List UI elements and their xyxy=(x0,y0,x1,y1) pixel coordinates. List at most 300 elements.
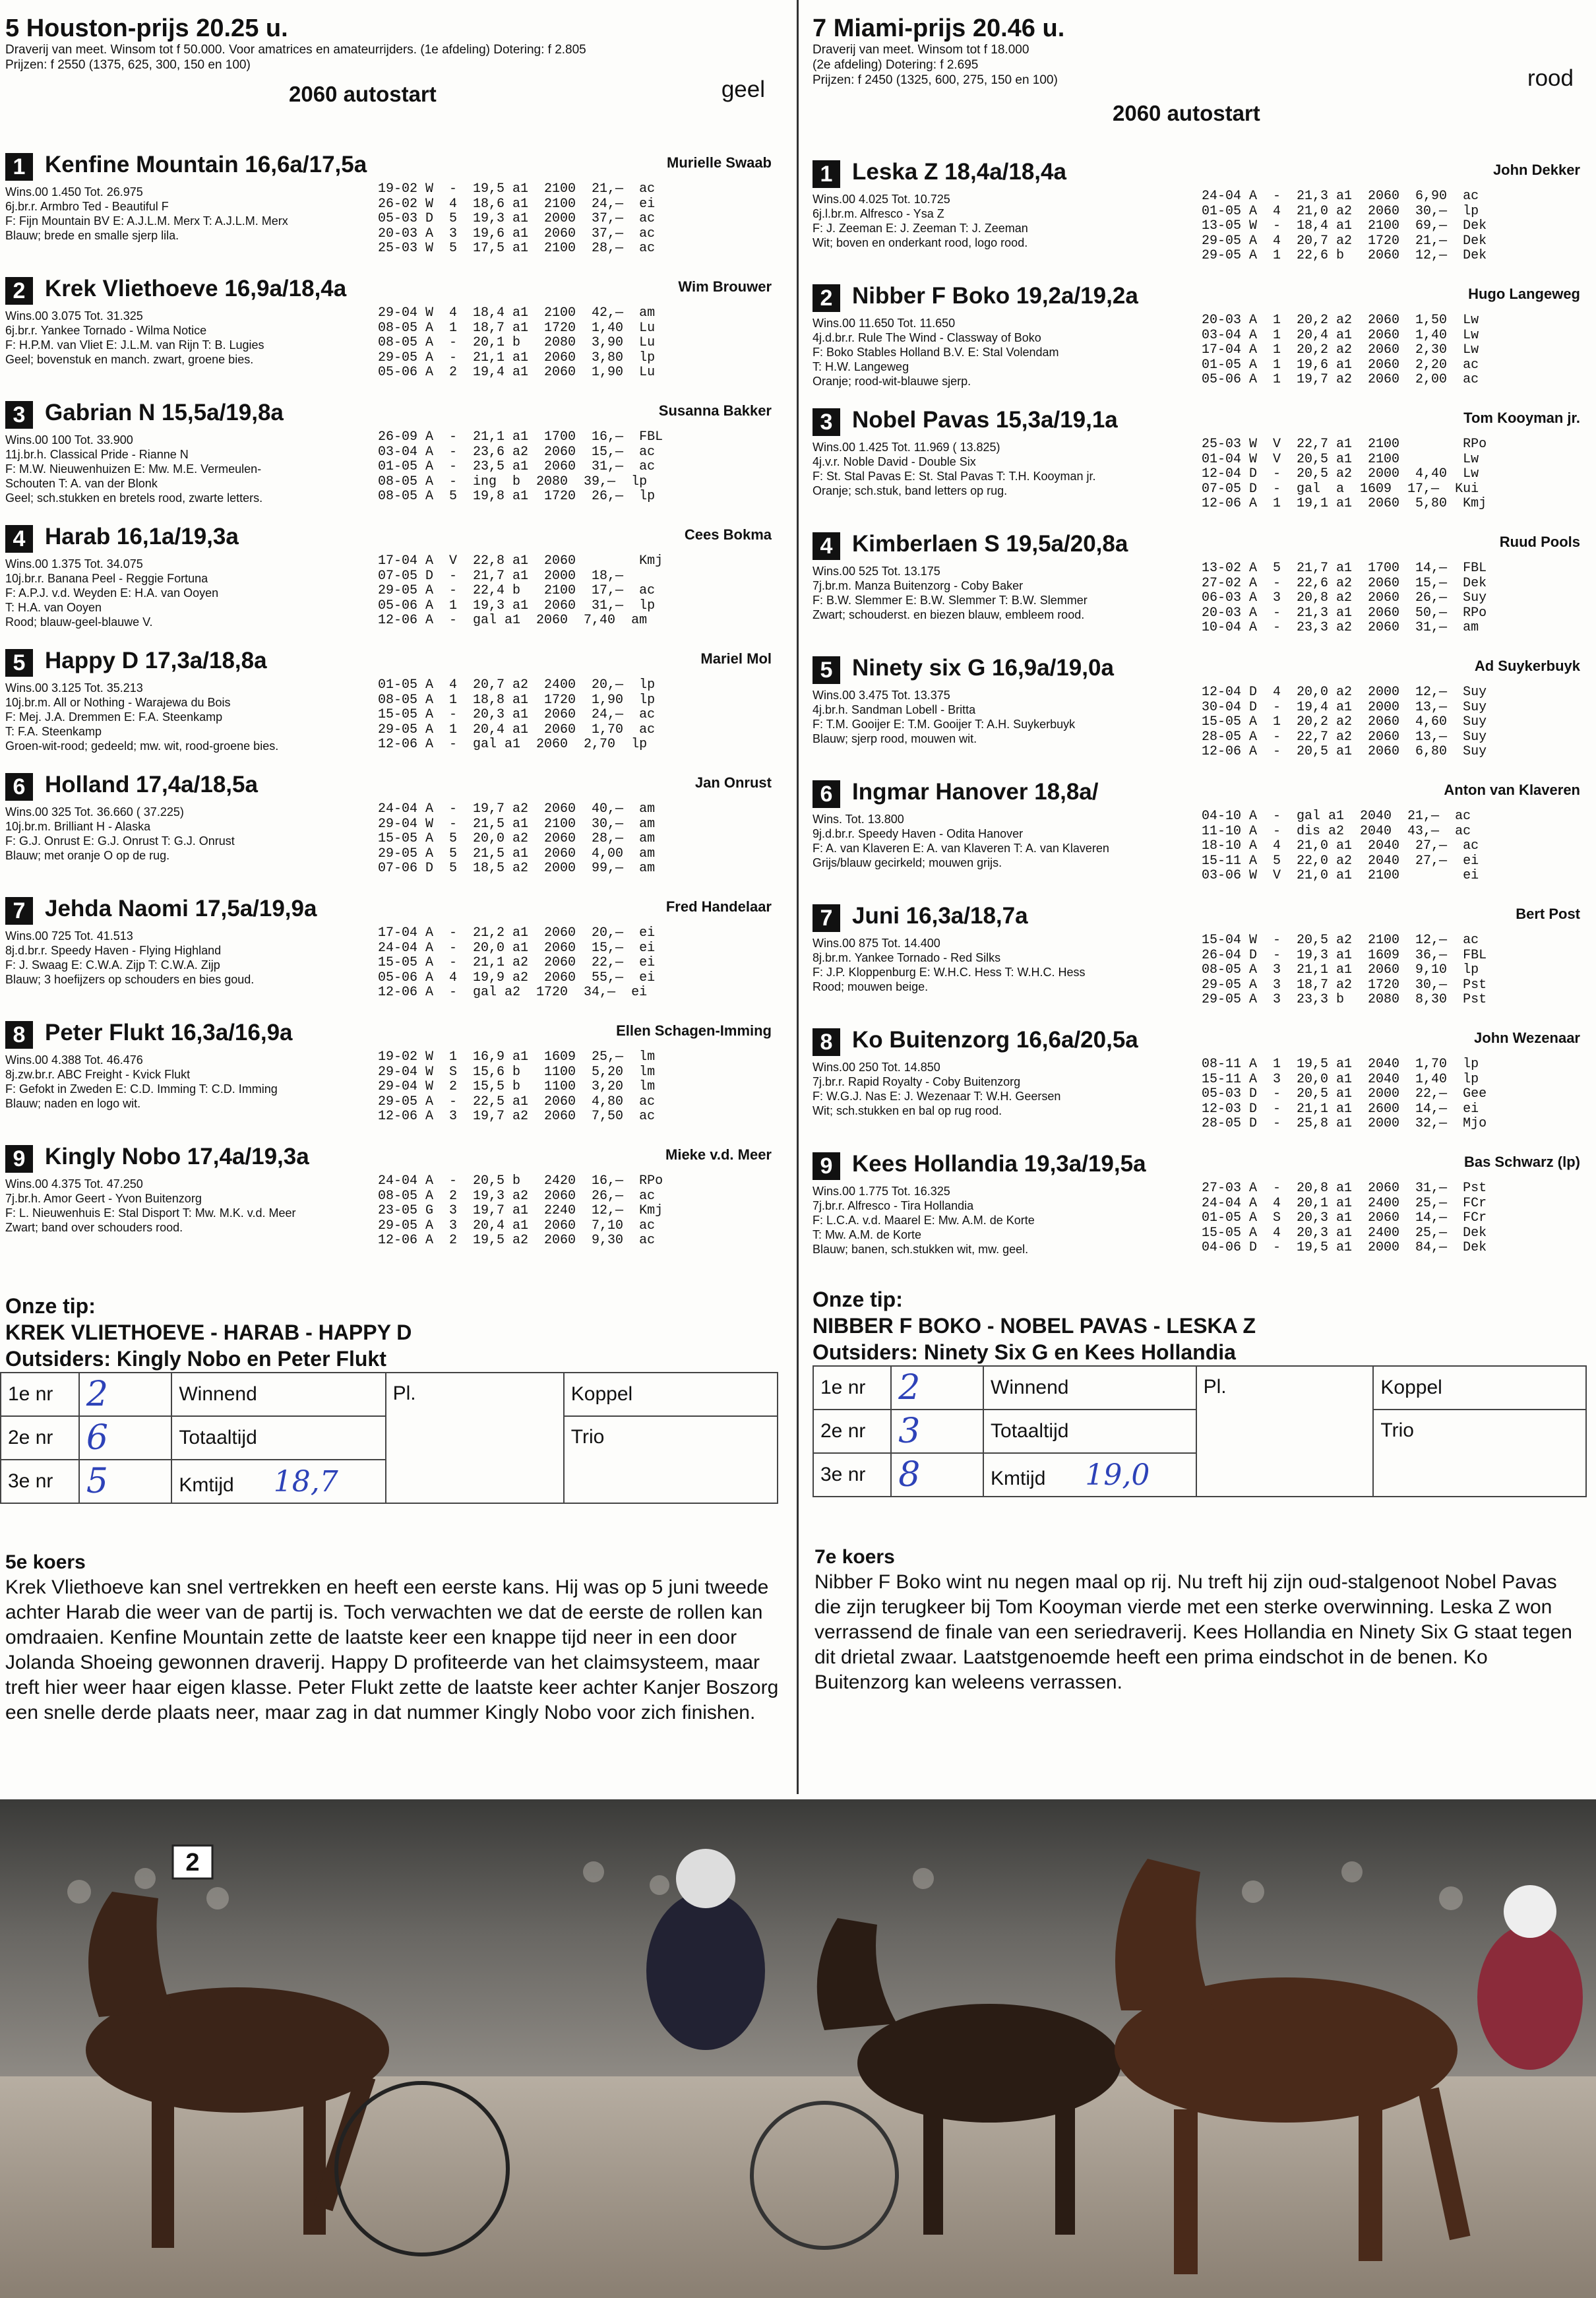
horse-info xyxy=(5,681,375,753)
form-row: 05-06 A 1 19,3 a1 2060 31,— lp xyxy=(378,598,656,613)
start-type: 2060 autostart xyxy=(289,82,437,106)
start-number: 1 xyxy=(5,153,33,181)
horse-info-line: Wins.00 1.450 Tot. 26.975 xyxy=(5,185,143,199)
form-row: 24-04 A - 19,7 a2 2060 40,— am xyxy=(378,801,656,817)
driver-name: Anton van Klaveren xyxy=(1444,782,1580,798)
form-row: 13-05 W - 18,4 a1 2100 69,— Dek xyxy=(1202,218,1487,233)
koppel-label: Koppel xyxy=(564,1373,778,1416)
driver-name: Mariel Mol xyxy=(700,650,772,667)
horse-entry xyxy=(813,530,1580,654)
form-row: 15-05 A - 21,1 a2 2060 22,— ei xyxy=(378,955,656,970)
commentary-title: 7e koers xyxy=(814,1546,895,1568)
bet-form-left xyxy=(0,1372,778,1504)
form-row: 01-05 A 4 21,0 a2 2060 30,— lp xyxy=(1202,203,1479,219)
form-row: 06-03 A 3 20,8 a2 2060 26,— Suy xyxy=(1202,590,1487,606)
horse-info-line: Oranje; rood-wit-blauwe sjerp. xyxy=(813,375,971,388)
horse-info-line: Wins.00 875 Tot. 14.400 xyxy=(813,937,940,950)
horse-info-line: F: St. Stal Pavas E: St. Stal Pavas T: T.H. Kooyman jr. xyxy=(813,470,1096,483)
form-row: 25-03 W V 22,7 a1 2100 RPo xyxy=(1202,437,1487,452)
trio-label: Trio xyxy=(564,1416,778,1503)
form-row: 12-06 A - gal a1 2060 7,40 am xyxy=(378,613,648,628)
horse-info-line: Wins.00 250 Tot. 14.850 xyxy=(813,1061,940,1074)
form-table xyxy=(1202,561,1487,636)
form-row: 29-05 A 4 20,7 a2 1720 21,— Dek xyxy=(1202,233,1487,249)
horse-info-line: F: Mej. J.A. Dremmen E: F.A. Steenkamp xyxy=(5,710,223,724)
form-row: 08-05 A 1 18,8 a1 1720 1,90 lp xyxy=(378,692,656,708)
horse-name: Peter Flukt 16,3a/16,9a xyxy=(45,1020,293,1045)
start-number: 7 xyxy=(5,897,33,925)
form-row: 12-04 D 4 20,0 a2 2000 12,— Suy xyxy=(1202,685,1487,700)
form-table xyxy=(378,678,655,753)
horse-info-line: Wins.00 325 Tot. 36.660 ( 37.225) xyxy=(5,805,184,819)
form-row: 26-09 A - 21,1 a1 1700 16,— FBL xyxy=(378,429,663,445)
horse-info-line: 7j.br.m. Manza Buitenzorg - Coby Baker xyxy=(813,579,1024,592)
form-table xyxy=(378,926,655,1001)
horse-info-line: Wins.00 1.375 Tot. 34.075 xyxy=(5,557,143,571)
form-table xyxy=(1202,933,1487,1008)
horse-info-line: Wins.00 1.775 Tot. 16.325 xyxy=(813,1185,950,1198)
horse-name: Kenfine Mountain 16,6a/17,5a xyxy=(45,152,367,177)
form-row: 29-05 A 1 22,6 b 2060 12,— Dek xyxy=(1202,248,1487,263)
form-row: 23-05 G 3 19,7 a1 2240 12,— Kmj xyxy=(378,1203,663,1218)
horse-entry xyxy=(5,894,772,1018)
horse-name: Ko Buitenzorg 16,6a/20,5a xyxy=(852,1027,1138,1053)
horse-info xyxy=(5,805,375,863)
horse-header xyxy=(813,530,1580,561)
horse-info-line: Blauw; sjerp rood, mouwen wit. xyxy=(813,732,977,745)
form-row: 29-05 A 3 18,7 a2 1720 30,— Pst xyxy=(1202,977,1487,993)
form-row: 05-06 A 4 19,9 a2 2060 55,— ei xyxy=(378,970,656,985)
horse-entry xyxy=(813,406,1580,530)
horse-info xyxy=(813,316,1182,388)
form-table xyxy=(1202,437,1487,512)
race-start-row xyxy=(5,77,772,116)
start-number: 5 xyxy=(813,656,840,684)
form-row: 08-05 A 3 21,1 a1 2060 9,10 lp xyxy=(1202,962,1479,978)
form-row: 05-03 D - 20,5 a1 2000 22,— Gee xyxy=(1202,1086,1487,1102)
handwritten-2[interactable]: 6 xyxy=(79,1416,171,1460)
start-number: 4 xyxy=(5,525,33,553)
horse-info xyxy=(5,1053,375,1111)
horse-entry xyxy=(813,902,1580,1026)
commentary-title: 5e koers xyxy=(5,1551,86,1573)
horse-info-line: 8j.zw.br.r. ABC Freight - Kvick Flukt xyxy=(5,1068,191,1081)
horse-info-line: Blauw; naden en logo wit. xyxy=(5,1097,141,1110)
handwritten-3[interactable]: 5 xyxy=(79,1460,171,1503)
row-label: 1e nr xyxy=(1,1373,79,1416)
horse-info-line: Wins.00 4.375 Tot. 47.250 xyxy=(5,1177,143,1191)
horse-name: Krek Vliethoeve 16,9a/18,4a xyxy=(45,276,347,301)
horse-info-line: Wins.00 1.425 Tot. 11.969 ( 13.825) xyxy=(813,441,1000,454)
horse-info-line: 6j.l.br.m. Alfresco - Ysa Z xyxy=(813,207,944,220)
horse-info xyxy=(813,192,1182,250)
form-table xyxy=(378,802,655,877)
form-row: 15-05 A 1 20,2 a2 2060 4,60 Suy xyxy=(1202,714,1487,730)
horse-info-line: Blauw; met oranje O op de rug. xyxy=(5,849,170,862)
horse-header xyxy=(5,646,772,678)
form-row: 08-05 A - ing b 2080 39,— lp xyxy=(378,474,648,489)
form-row: 07-05 D - 21,7 a1 2000 18,— xyxy=(378,568,624,584)
handwritten-1[interactable]: 2 xyxy=(891,1366,983,1410)
horse-name: Kees Hollandia 19,3a/19,5a xyxy=(852,1151,1146,1177)
driver-name: Ruud Pools xyxy=(1499,534,1580,550)
form-row: 01-04 W V 20,5 a1 2100 Lw xyxy=(1202,451,1479,467)
horse-header xyxy=(5,1018,772,1050)
horse-entry xyxy=(5,1018,772,1142)
driver-name: John Dekker xyxy=(1492,162,1580,178)
form-row: 24-04 A - 20,5 b 2420 16,— RPo xyxy=(378,1173,663,1189)
start-number: 6 xyxy=(813,780,840,808)
handwritten-2[interactable]: 3 xyxy=(891,1410,983,1453)
horse-entry xyxy=(5,646,772,770)
horse-info-line: Zwart; schouderst. en biezen blauw, embleem rood. xyxy=(813,608,1085,621)
form-row: 18-10 A 4 21,0 a1 2040 27,— ac xyxy=(1202,838,1479,854)
form-row: 26-04 D - 19,3 a1 1609 36,— FBL xyxy=(1202,947,1487,963)
start-number: 8 xyxy=(813,1028,840,1056)
form-row: 03-06 W V 21,0 a1 2100 ei xyxy=(1202,868,1479,883)
form-row: 29-05 A 3 23,3 b 2080 8,30 Pst xyxy=(1202,992,1487,1007)
horse-header xyxy=(813,406,1580,437)
driver-name: Murielle Swaab xyxy=(667,154,772,171)
race-commentary-left xyxy=(5,1550,783,1725)
horse-info xyxy=(5,185,375,243)
horse-info xyxy=(5,433,375,505)
horse-entry xyxy=(5,522,772,646)
horse-header xyxy=(813,902,1580,933)
totaaltijd-label: Totaaltijd xyxy=(171,1416,385,1460)
horse-info xyxy=(813,564,1182,622)
horse-info-line: 4j.v.r. Noble David - Double Six xyxy=(813,455,976,468)
saddle-number: 2 xyxy=(185,1849,200,1877)
horse-info-line: F: Fijn Mountain BV E: A.J.L.M. Merx T: A.J.L.M. Merx xyxy=(5,214,288,228)
form-row: 15-05 A - 20,3 a1 2060 24,— ac xyxy=(378,707,656,722)
horse-info-line: F: J. Swaag E: C.W.A. Zijp T: C.W.A. Zijp xyxy=(5,958,220,972)
start-number: 2 xyxy=(5,277,33,305)
horse-header xyxy=(813,158,1580,189)
form-row: 15-11 A 5 22,0 a2 2040 27,— ei xyxy=(1202,853,1479,869)
form-row: 28-05 A - 22,7 a2 2060 13,— Suy xyxy=(1202,729,1487,745)
start-type: 2060 autostart xyxy=(1113,101,1260,125)
horse-info xyxy=(5,309,375,367)
form-row: 20-03 A - 21,3 a1 2060 50,— RPo xyxy=(1202,605,1487,621)
form-row: 05-06 A 1 19,7 a2 2060 2,00 ac xyxy=(1202,372,1479,387)
start-number: 1 xyxy=(813,160,840,188)
commentary-text: Krek Vliethoeve kan snel vertrekken en heeft een eerste kans. Hij was op 5 juni tweede achter Harab die weer van de partij is. Toch verwachten we dat de eerste de rollen kan omdraaien. Kenfine Mountain zette de laatste keer een knappe tijd neer in een door Jolanda Shoeing gewonnen draverij. Happy D profiteerde van het claimsysteem, maar treft hier weer haar eigen klasse. Peter Flukt zette de laatste keer achter Kanjer Boszorg een snelle derde plaats neer, maar zag in dat nummer Kingly Nobo voor zich finishen. xyxy=(5,1576,779,1724)
form-row: 20-03 A 1 20,2 a2 2060 1,50 Lw xyxy=(1202,313,1479,328)
horse-info-line: F: L.C.A. v.d. Maarel E: Mw. A.M. de Korte xyxy=(813,1214,1035,1227)
horse-name: Kimberlaen S 19,5a/20,8a xyxy=(852,531,1128,557)
horse-info-line: 11j.br.h. Classical Pride - Rianne N xyxy=(5,448,189,461)
form-table xyxy=(378,430,663,505)
horse-info xyxy=(813,1060,1182,1118)
tip-block-right xyxy=(813,1286,1578,1365)
driver-name: Cees Bokma xyxy=(684,526,772,543)
race-dotering: (2e afdeling) Dotering: f 2.695 xyxy=(813,58,979,72)
horse-info-line: 7j.br.h. Amor Geert - Yvon Buitenzorg xyxy=(5,1192,202,1205)
driver-name: Tom Kooyman jr. xyxy=(1463,410,1580,426)
horse-info-line: Wins.00 100 Tot. 33.900 xyxy=(5,433,133,447)
horse-info-line: F: B.W. Slemmer E: B.W. Slemmer T: B.W. Slemmer xyxy=(813,594,1088,607)
form-row: 12-06 A 3 19,7 a2 2060 7,50 ac xyxy=(378,1109,656,1124)
horse-info-line: Grijs/blauw gecirkeld; mouwen grijs. xyxy=(813,856,1002,869)
form-row: 11-10 A - dis a2 2040 43,— ac xyxy=(1202,823,1471,839)
row-label: 1e nr xyxy=(813,1366,891,1410)
row-label: 2e nr xyxy=(813,1410,891,1453)
horse-info-line: F: M.W. Nieuwenhuizen E: Mw. M.E. Vermeulen- xyxy=(5,462,262,476)
form-row: 17-04 A 1 20,2 a2 2060 2,30 Lw xyxy=(1202,342,1479,357)
start-number: 9 xyxy=(813,1152,840,1180)
horse-info-line: F: T.M. Gooijer E: T.M. Gooijer T: A.H. Suykerbuyk xyxy=(813,718,1076,731)
horse-list xyxy=(813,158,1580,1274)
horse-info-line: 7j.br.r. Alfresco - Tira Hollandia xyxy=(813,1199,974,1212)
form-row: 20-03 A 3 19,6 a1 2060 37,— ac xyxy=(378,226,656,241)
form-row: 26-02 W 4 18,6 a1 2100 24,— ei xyxy=(378,196,656,212)
horse-name: Kingly Nobo 17,4a/19,3a xyxy=(45,1144,309,1169)
horse-header xyxy=(813,1026,1580,1057)
horse-info-line: Groen-wit-rood; gedeeld; mw. wit, rood-groene bies. xyxy=(5,739,279,753)
pl-label: Pl. xyxy=(386,1373,564,1503)
horse-header xyxy=(5,1142,772,1174)
driver-name: Ad Suykerbuyk xyxy=(1474,658,1580,674)
race-conditions: Draverij van meet. Winsom tot f 50.000. Voor amatrices en amateurrijders. (1e afdeling) Dotering: f 2.805 xyxy=(5,43,586,57)
race-title: 5 Houston-prijs 20.25 u. xyxy=(5,15,288,42)
horse-info-line: Rood; mouwen beige. xyxy=(813,980,929,993)
form-row: 29-05 A 1 20,4 a1 2060 1,70 ac xyxy=(378,722,656,737)
kmtijd-cell[interactable]: Kmtijd 18,7 xyxy=(171,1460,385,1503)
horse-info-line: F: Gefokt in Zweden E: C.D. Imming T: C.D. Imming xyxy=(5,1082,278,1096)
horse-header xyxy=(813,1150,1580,1181)
horse-name: Gabrian N 15,5a/19,8a xyxy=(45,400,284,425)
horse-name: Leska Z 18,4a/18,4a xyxy=(852,159,1066,185)
form-row: 03-04 A 1 20,4 a1 2060 1,40 Lw xyxy=(1202,327,1479,343)
horse-entry xyxy=(813,778,1580,902)
start-number: 5 xyxy=(5,649,33,677)
horse-info-line: F: W.G.J. Nas E: J. Wezenaar T: W.H. Geersen xyxy=(813,1090,1061,1103)
horse-info-line: Wins.00 525 Tot. 13.175 xyxy=(813,565,940,578)
horse-info xyxy=(813,440,1182,498)
form-row: 29-04 W S 15,6 b 1100 5,20 lm xyxy=(378,1064,656,1080)
form-table xyxy=(1202,313,1479,388)
form-row: 19-02 W 1 16,9 a1 1609 25,— lm xyxy=(378,1049,656,1065)
tip-label: Onze tip: xyxy=(5,1294,96,1318)
horse-name: Juni 16,3a/18,7a xyxy=(852,903,1028,929)
horse-header xyxy=(5,894,772,926)
outsiders-text: Outsiders: Ninety Six G en Kees Hollandia xyxy=(813,1340,1236,1364)
race-conditions: Draverij van meet. Winsom tot f 18.000 xyxy=(813,43,1029,57)
driver-name: Fred Handelaar xyxy=(665,898,772,915)
form-table xyxy=(378,554,663,629)
start-number: 3 xyxy=(5,401,33,429)
form-table xyxy=(1202,189,1487,264)
start-number: 4 xyxy=(813,532,840,560)
form-row: 12-06 A 1 19,1 a1 2060 5,80 Kmj xyxy=(1202,496,1487,511)
start-number: 8 xyxy=(5,1021,33,1049)
form-row: 29-04 W 2 15,5 b 1100 3,20 lm xyxy=(378,1079,656,1094)
horse-header xyxy=(5,522,772,554)
trotting-race-photo xyxy=(0,1799,1596,2298)
horse-info-line: F: L. Nieuwenhuis E: Stal Disport T: Mw. M.K. v.d. Meer xyxy=(5,1206,296,1220)
horse-info-line: F: H.P.M. van Vliet E: J.L.M. van Rijn T: B. Lugies xyxy=(5,338,264,352)
start-number: 6 xyxy=(5,773,33,801)
form-row: 01-05 A 4 20,7 a2 2400 20,— lp xyxy=(378,677,656,693)
horse-info-line: T: H.W. Langeweg xyxy=(813,360,909,373)
form-row: 29-04 W 4 18,4 a1 2100 42,— am xyxy=(378,305,656,321)
kmtijd-cell[interactable]: Kmtijd 19,0 xyxy=(983,1453,1196,1497)
horse-header xyxy=(5,770,772,802)
horse-info-line: Blauw; 3 hoefijzers op schouders en bies goud. xyxy=(5,973,255,986)
horse-entry xyxy=(813,1026,1580,1150)
horse-info-line: Wins.00 3.075 Tot. 31.325 xyxy=(5,309,143,323)
horse-entry xyxy=(5,770,772,894)
horse-info xyxy=(813,1184,1182,1257)
horse-entry xyxy=(5,1142,772,1266)
form-row: 24-04 A 4 20,1 a1 2400 25,— FCr xyxy=(1202,1195,1487,1211)
driver-name: Ellen Schagen-Imming xyxy=(616,1022,772,1039)
horse-name: Harab 16,1a/19,3a xyxy=(45,524,239,549)
horse-info-line: T: F.A. Steenkamp xyxy=(5,725,102,738)
horse-info-line: 8j.br.m. Yankee Tornado - Red Silks xyxy=(813,951,1001,964)
horse-info-line: Wit; boven en onderkant rood, logo rood. xyxy=(813,236,1028,249)
horse-name: Nobel Pavas 15,3a/19,1a xyxy=(852,407,1118,433)
horse-info-line: Geel; bovenstuk en manch. zwart, groene bies. xyxy=(5,353,254,366)
horse-info-line: Oranje; sch.stuk, band letters op rug. xyxy=(813,484,1008,497)
form-row: 28-05 D - 25,8 a1 2000 32,— Mjo xyxy=(1202,1116,1487,1131)
horse-name: Ingmar Hanover 18,8a/ xyxy=(852,779,1099,805)
horse-info-line: Blauw; brede en smalle sjerp lila. xyxy=(5,229,179,242)
driver-name: Jan Onrust xyxy=(694,774,772,791)
tip-block-left xyxy=(5,1293,770,1372)
form-row: 29-05 A - 22,4 b 2100 17,— ac xyxy=(378,583,656,598)
horse-info-line: Zwart; band over schouders rood. xyxy=(5,1221,183,1234)
race-title: 7 Miami-prijs 20.46 u. xyxy=(813,15,1065,42)
form-row: 01-05 A 1 19,6 a1 2060 2,20 ac xyxy=(1202,357,1479,373)
horse-info xyxy=(813,812,1182,870)
totaaltijd-label: Totaaltijd xyxy=(983,1410,1196,1453)
horse-header xyxy=(813,654,1580,685)
form-row: 15-04 W - 20,5 a2 2100 12,— ac xyxy=(1202,933,1479,948)
form-row: 07-06 D 5 18,5 a2 2000 99,— am xyxy=(378,861,656,876)
form-row: 29-05 A 5 21,5 a1 2060 4,00 am xyxy=(378,846,656,861)
horse-name: Jehda Naomi 17,5a/19,9a xyxy=(45,896,317,921)
form-table xyxy=(378,306,655,381)
horse-info-line: 10j.br.m. Brilliant H - Alaska xyxy=(5,820,151,833)
form-table xyxy=(378,1174,663,1249)
form-row: 19-02 W - 19,5 a1 2100 21,— ac xyxy=(378,181,656,197)
horse-info xyxy=(5,1177,375,1235)
form-row: 12-04 D - 20,5 a2 2000 4,40 Lw xyxy=(1202,466,1479,481)
winnend-label: Winnend xyxy=(171,1373,385,1416)
form-row: 12-06 A - gal a1 2060 2,70 lp xyxy=(378,737,648,752)
horse-header xyxy=(5,274,772,306)
driver-name: Susanna Bakker xyxy=(658,402,772,419)
handwritten-3[interactable]: 8 xyxy=(891,1453,983,1497)
form-row: 17-04 A - 21,2 a1 2060 20,— ei xyxy=(378,925,656,941)
form-row: 13-02 A 5 21,7 a1 1700 14,— FBL xyxy=(1202,561,1487,576)
form-row: 25-03 W 5 17,5 a1 2100 28,— ac xyxy=(378,241,656,256)
driver-name: Mieke v.d. Meer xyxy=(665,1146,772,1163)
form-table xyxy=(378,1050,655,1125)
color-label: geel xyxy=(721,77,765,102)
form-table xyxy=(378,182,655,257)
horse-entry xyxy=(813,282,1580,406)
race-7-column xyxy=(798,0,1596,1794)
commentary-text: Nibber F Boko wint nu negen maal op rij. Nu treft hij zijn oud-stalgenoot Nobel Pavas die zijn terugkeer bij Tom Kooyman vierde met een sterke overwinning. Leska Z won verrassend de finale van een seriedraverij. Kees Hollandia en Ninety Six G staat tegen dit drietal zwaar. Laatstgenoemde heeft een prima eindschot in de benen. Ko Buitenzorg kan weleens verrassen. xyxy=(814,1571,1572,1693)
horse-info xyxy=(5,557,375,629)
form-row: 24-04 A - 20,0 a1 2060 15,— ei xyxy=(378,940,656,956)
koppel-label: Koppel xyxy=(1373,1366,1586,1410)
horse-header xyxy=(813,778,1580,809)
form-row: 24-04 A - 21,3 a1 2060 6,90 ac xyxy=(1202,189,1479,204)
form-row: 15-05 A 5 20,0 a2 2060 28,— am xyxy=(378,831,656,846)
form-row: 30-04 D - 19,4 a1 2000 13,— Suy xyxy=(1202,699,1487,715)
handwritten-1[interactable]: 2 xyxy=(79,1373,171,1416)
horse-entry xyxy=(813,654,1580,778)
pl-label: Pl. xyxy=(1196,1366,1374,1497)
row-label: 2e nr xyxy=(1,1416,79,1460)
form-row: 15-05 A 4 20,3 a1 2400 25,— Dek xyxy=(1202,1225,1487,1241)
horse-info-line: T: H.A. van Ooyen xyxy=(5,601,102,614)
form-row: 17-04 A V 22,8 a1 2060 Kmj xyxy=(378,553,663,569)
driver-name: Hugo Langeweg xyxy=(1468,286,1580,302)
horse-info-line: 10j.br.m. All or Nothing - Warajewa du Bois xyxy=(5,696,231,709)
form-row: 08-05 A 1 18,7 a1 1720 1,40 Lu xyxy=(378,320,656,336)
race-5-column xyxy=(0,0,798,1794)
row-label: 3e nr xyxy=(1,1460,79,1503)
form-row: 12-06 A - 20,5 a1 2060 6,80 Suy xyxy=(1202,744,1487,759)
horse-info-line: F: Boko Stables Holland B.V. E: Stal Volendam xyxy=(813,346,1059,359)
race-prizes: Prijzen: f 2450 (1325, 600, 275, 150 en 100) xyxy=(813,73,1058,87)
tip-text: NIBBER F BOKO - NOBEL PAVAS - LESKA Z xyxy=(813,1314,1256,1338)
driver-name: Bert Post xyxy=(1516,906,1580,922)
horse-info-line: 4j.d.br.r. Rule The Wind - Classway of Boko xyxy=(813,331,1041,344)
horse-info-line: Wins.00 3.125 Tot. 35.213 xyxy=(5,681,143,695)
horse-info-line: Wins.00 3.475 Tot. 13.375 xyxy=(813,689,950,702)
form-row: 07-05 D - gal a 1609 17,— Kui xyxy=(1202,481,1479,497)
horse-info-line: Schouten T: A. van der Blonk xyxy=(5,477,158,490)
form-row: 01-05 A S 20,3 a1 2060 14,— FCr xyxy=(1202,1210,1487,1226)
horse-info-line: 10j.br.r. Banana Peel - Reggie Fortuna xyxy=(5,572,208,585)
color-label: rood xyxy=(1527,65,1574,91)
horse-info-line: Geel; sch.stukken en bretels rood, zwarte letters. xyxy=(5,491,263,505)
row-label: 3e nr xyxy=(813,1453,891,1497)
horse-name: Nibber F Boko 19,2a/19,2a xyxy=(852,283,1138,309)
form-row: 01-05 A - 23,5 a1 2060 31,— ac xyxy=(378,459,656,474)
horse-info-line: Blauw; banen, sch.stukken wit, mw. geel. xyxy=(813,1243,1029,1256)
driver-name: John Wezenaar xyxy=(1474,1030,1580,1046)
horse-info-line: 6j.br.r. Armbro Ted - Beautiful F xyxy=(5,200,169,213)
horse-info-line: Wit; sch.stukken en bal op rug rood. xyxy=(813,1104,1002,1117)
horse-info-line: F: G.J. Onrust E: G.J. Onrust T: G.J. Onrust xyxy=(5,834,235,848)
horse-entry xyxy=(5,398,772,522)
horse-info-line: T: Mw. A.M. de Korte xyxy=(813,1228,922,1241)
horse-name: Happy D 17,3a/18,8a xyxy=(45,648,267,673)
horse-name: Holland 17,4a/18,5a xyxy=(45,772,258,797)
horse-info-line: F: A. van Klaveren E: A. van Klaveren T: A. van Klaveren xyxy=(813,842,1109,855)
horse-info xyxy=(813,936,1182,994)
horse-info-line: Wins.00 725 Tot. 41.513 xyxy=(5,929,133,943)
form-table xyxy=(1202,809,1479,884)
start-number: 3 xyxy=(813,408,840,436)
trio-label: Trio xyxy=(1373,1410,1586,1497)
form-row: 08-11 A 1 19,5 a1 2040 1,70 lp xyxy=(1202,1057,1479,1072)
horse-info-line: Rood; blauw-geel-blauwe V. xyxy=(5,615,153,629)
race-prizes: Prijzen: f 2550 (1375, 625, 300, 150 en 100) xyxy=(5,58,251,72)
race-commentary-right xyxy=(814,1545,1580,1695)
start-number: 7 xyxy=(813,904,840,932)
form-row: 08-05 A - 20,1 b 2080 3,90 Lu xyxy=(378,335,656,350)
horse-entry xyxy=(5,150,772,274)
driver-name: Bas Schwarz (lp) xyxy=(1463,1154,1580,1170)
